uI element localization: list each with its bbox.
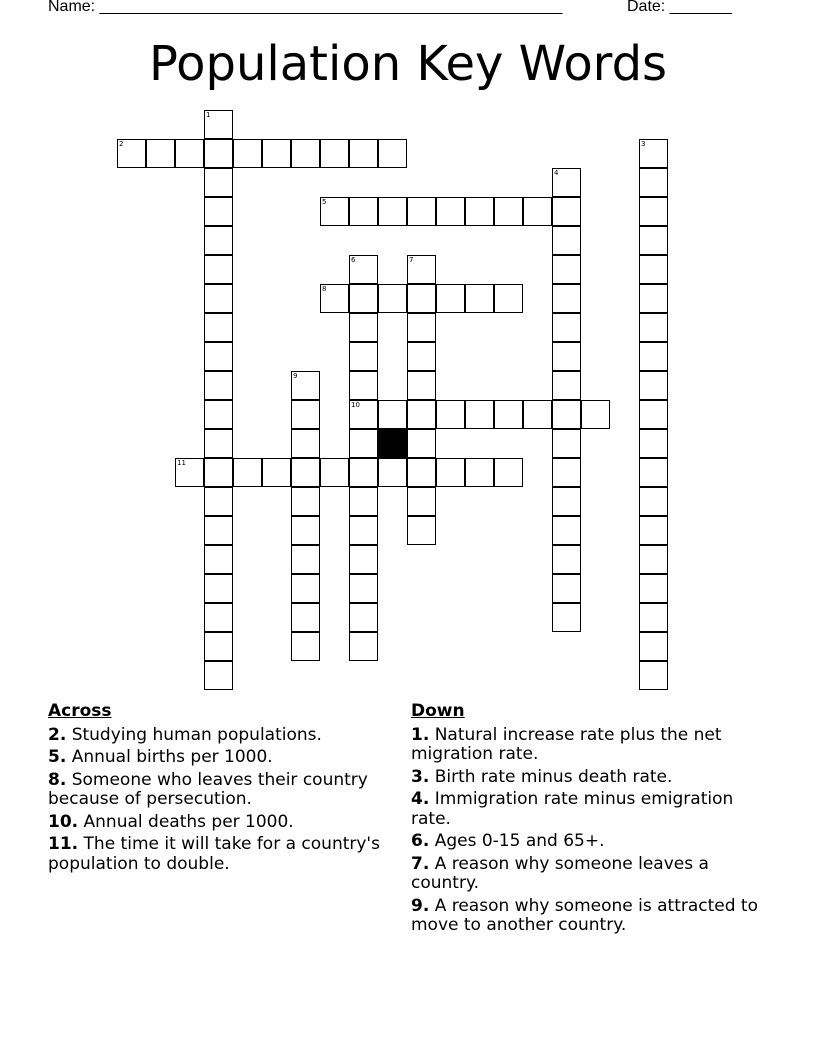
grid-cell[interactable]: [320, 139, 349, 168]
grid-cell[interactable]: [349, 632, 378, 661]
grid-cell[interactable]: [204, 487, 233, 516]
grid-cell[interactable]: [639, 458, 668, 487]
grid-cell[interactable]: [552, 574, 581, 603]
grid-cell[interactable]: [204, 168, 233, 197]
grid-cell[interactable]: [378, 458, 407, 487]
grid-cell[interactable]: [262, 139, 291, 168]
grid-cell[interactable]: [407, 487, 436, 516]
grid-cell[interactable]: [552, 400, 581, 429]
grid-cell[interactable]: [204, 110, 233, 139]
grid-cell[interactable]: [204, 516, 233, 545]
grid-cell[interactable]: [349, 516, 378, 545]
grid-cell[interactable]: [639, 603, 668, 632]
grid-cell[interactable]: [581, 400, 610, 429]
grid-cell[interactable]: [349, 284, 378, 313]
grid-cell[interactable]: [320, 284, 349, 313]
grid-cell[interactable]: [320, 458, 349, 487]
clue-down-4: 4. Immigration rate minus emigration rate.: [411, 789, 734, 829]
grid-cell[interactable]: [349, 197, 378, 226]
down-clues: [411, 702, 771, 939]
grid-cell[interactable]: [204, 661, 233, 690]
grid-cell[interactable]: [204, 400, 233, 429]
grid-cell[interactable]: [204, 226, 233, 255]
grid-cell[interactable]: [639, 400, 668, 429]
grid-cell[interactable]: [494, 284, 523, 313]
grid-cell[interactable]: [552, 255, 581, 284]
grid-cell[interactable]: [552, 458, 581, 487]
grid-cell[interactable]: [407, 284, 436, 313]
clue-number: 1: [206, 111, 211, 119]
grid-cell[interactable]: [639, 574, 668, 603]
grid-cell[interactable]: [291, 632, 320, 661]
grid-cell[interactable]: [378, 139, 407, 168]
grid-cell[interactable]: [436, 458, 465, 487]
grid-cell[interactable]: [552, 197, 581, 226]
grid-cell[interactable]: [204, 284, 233, 313]
grid-cell[interactable]: [204, 545, 233, 574]
grid-cell[interactable]: [262, 458, 291, 487]
grid-cell[interactable]: [552, 313, 581, 342]
grid-cell[interactable]: [349, 574, 378, 603]
grid-cell[interactable]: [175, 458, 204, 487]
grid-cell[interactable]: [639, 197, 668, 226]
grid-cell[interactable]: [349, 342, 378, 371]
grid-cell[interactable]: [523, 197, 552, 226]
grid-cell[interactable]: [349, 313, 378, 342]
grid-cell[interactable]: [407, 458, 436, 487]
grid-cell[interactable]: [639, 284, 668, 313]
clue-across-8: 8. Someone who leaves their country because of persecution.: [48, 769, 368, 809]
clue-across-11: 11. The time it will take for a country's population to double.: [48, 834, 380, 874]
grid-cell[interactable]: [639, 545, 668, 574]
grid-cell[interactable]: [349, 371, 378, 400]
grid-cell[interactable]: [552, 284, 581, 313]
clue-number: 5: [322, 198, 327, 206]
grid-cell[interactable]: [494, 458, 523, 487]
grid-cell[interactable]: [291, 400, 320, 429]
grid-cell[interactable]: [175, 139, 204, 168]
clue-across-5: 5. Annual births per 1000.: [48, 747, 273, 767]
grid-cell[interactable]: [204, 429, 233, 458]
grid-cell[interactable]: [320, 197, 349, 226]
grid-cell[interactable]: [349, 255, 378, 284]
grid-cell[interactable]: [407, 197, 436, 226]
grid-cell[interactable]: [639, 255, 668, 284]
grid-cell[interactable]: [552, 516, 581, 545]
grid-cell[interactable]: [494, 400, 523, 429]
grid-cell[interactable]: [291, 545, 320, 574]
clue-number: 3: [641, 140, 646, 148]
grid-cell[interactable]: [233, 139, 262, 168]
grid-cell[interactable]: [465, 400, 494, 429]
grid-cell[interactable]: [552, 342, 581, 371]
clue-number: 9: [293, 372, 298, 380]
grid-cell[interactable]: [465, 284, 494, 313]
grid-cell[interactable]: [204, 255, 233, 284]
grid-cell[interactable]: [204, 342, 233, 371]
grid-cell[interactable]: [407, 429, 436, 458]
grid-cell[interactable]: [494, 197, 523, 226]
grid-cell[interactable]: [291, 574, 320, 603]
clue-down-9: 9. A reason why someone is attracted to move to another country.: [411, 895, 758, 935]
clue-down-6: 6. Ages 0-15 and 65+.: [411, 831, 605, 851]
grid-cell[interactable]: [407, 516, 436, 545]
grid-cell[interactable]: [117, 139, 146, 168]
grid-cell[interactable]: [523, 400, 552, 429]
black-square: [378, 429, 407, 458]
grid-cell[interactable]: [204, 197, 233, 226]
grid-cell[interactable]: [204, 458, 233, 487]
grid-cell[interactable]: [639, 168, 668, 197]
grid-cell[interactable]: [436, 400, 465, 429]
grid-cell[interactable]: [552, 226, 581, 255]
grid-cell[interactable]: [204, 574, 233, 603]
grid-cell[interactable]: [639, 516, 668, 545]
clue-across-10: 10. Annual deaths per 1000.: [48, 811, 294, 832]
clue-number: 7: [409, 256, 414, 264]
grid-cell[interactable]: [407, 255, 436, 284]
grid-cell[interactable]: [407, 342, 436, 371]
grid-cell[interactable]: [378, 197, 407, 226]
grid-cell[interactable]: [291, 371, 320, 400]
grid-cell[interactable]: [639, 632, 668, 661]
grid-cell[interactable]: [291, 429, 320, 458]
grid-cell[interactable]: [291, 516, 320, 545]
grid-cell[interactable]: [349, 429, 378, 458]
grid-cell[interactable]: [552, 429, 581, 458]
date-field-label: Date: _______: [627, 0, 732, 15]
grid-cell[interactable]: [639, 661, 668, 690]
grid-cell[interactable]: [407, 313, 436, 342]
grid-cell[interactable]: [146, 139, 175, 168]
grid-cell[interactable]: [639, 429, 668, 458]
clue-across-2: 2. Studying human populations.: [48, 724, 322, 745]
grid-cell[interactable]: [349, 458, 378, 487]
clue-number: 8: [322, 285, 327, 293]
grid-cell[interactable]: [349, 400, 378, 429]
grid-cell[interactable]: [552, 371, 581, 400]
across-heading: Across: [48, 701, 112, 721]
grid-cell[interactable]: [349, 545, 378, 574]
grid-cell[interactable]: [639, 139, 668, 168]
down-heading: Down: [411, 701, 465, 721]
grid-cell[interactable]: [291, 487, 320, 516]
clue-number: 6: [351, 256, 356, 264]
clue-number: 2: [119, 140, 124, 148]
grid-cell[interactable]: [204, 139, 233, 168]
grid-cell[interactable]: [639, 371, 668, 400]
grid-cell[interactable]: [349, 603, 378, 632]
grid-cell[interactable]: [349, 487, 378, 516]
grid-cell[interactable]: [233, 458, 262, 487]
grid-cell[interactable]: [552, 168, 581, 197]
grid-cell[interactable]: [552, 603, 581, 632]
grid-cell[interactable]: [349, 139, 378, 168]
clue-down-1: 1. Natural increase rate plus the net migration rate.: [411, 724, 722, 764]
across-clues: [48, 702, 398, 877]
grid-cell[interactable]: [291, 603, 320, 632]
grid-cell[interactable]: [639, 342, 668, 371]
grid-cell[interactable]: [465, 197, 494, 226]
grid-cell[interactable]: [465, 458, 494, 487]
grid-cell[interactable]: [378, 400, 407, 429]
clue-down-3: 3. Birth rate minus death rate.: [411, 766, 673, 787]
grid-cell[interactable]: [204, 313, 233, 342]
grid-cell[interactable]: [436, 284, 465, 313]
grid-cell[interactable]: [204, 632, 233, 661]
grid-cell[interactable]: [291, 139, 320, 168]
grid-cell[interactable]: [378, 284, 407, 313]
grid-cell[interactable]: [639, 487, 668, 516]
page-title: Population Key Words: [148, 36, 668, 92]
clue-down-7: 7. A reason why someone leaves a country.: [411, 853, 709, 893]
clue-number: 10: [351, 401, 360, 409]
name-field-label: Name: ____________________________________________________: [48, 0, 563, 15]
grid-cell[interactable]: [436, 197, 465, 226]
grid-cell[interactable]: [204, 371, 233, 400]
grid-cell[interactable]: [407, 400, 436, 429]
grid-cell[interactable]: [552, 545, 581, 574]
grid-cell[interactable]: [204, 603, 233, 632]
clue-number: 11: [177, 459, 186, 467]
grid-cell[interactable]: [291, 458, 320, 487]
grid-cell[interactable]: [552, 487, 581, 516]
grid-cell[interactable]: [639, 226, 668, 255]
clue-number: 4: [554, 169, 559, 177]
grid-cell[interactable]: [639, 313, 668, 342]
grid-cell[interactable]: [407, 371, 436, 400]
